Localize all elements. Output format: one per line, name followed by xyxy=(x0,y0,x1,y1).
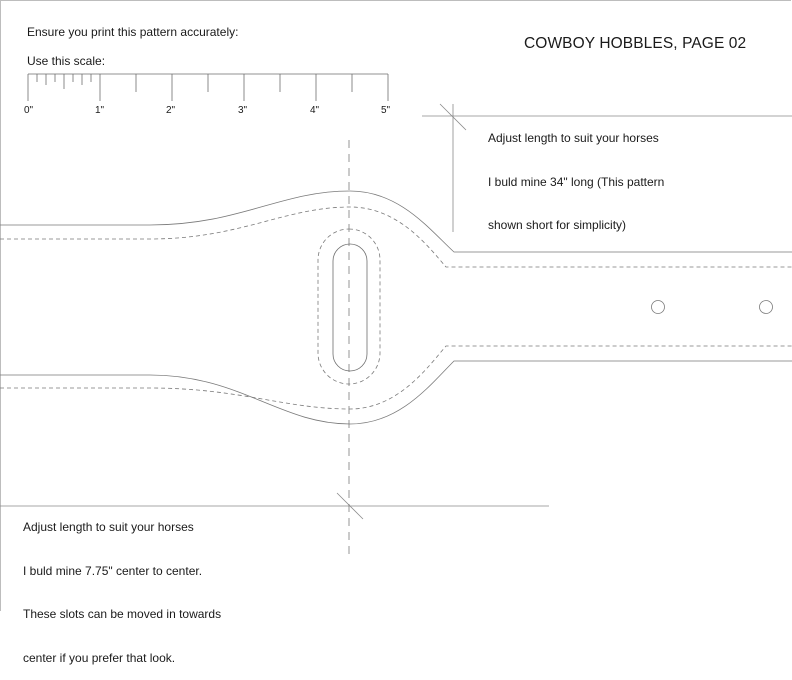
tick-label-3: 3" xyxy=(238,105,248,116)
note-right-line-3: shown short for simplicity) xyxy=(488,218,627,232)
note-left-line-3: These slots can be moved in towards xyxy=(23,607,222,621)
note-left xyxy=(23,491,221,680)
stitch-bottom xyxy=(0,346,792,409)
tick-label-4: 4" xyxy=(310,105,320,116)
buckle-hole-2 xyxy=(760,301,773,314)
ruler-labels xyxy=(24,105,391,116)
tick-label-1: 1" xyxy=(95,105,105,116)
note-left-line-1: Adjust length to suit your horses xyxy=(23,520,194,534)
stitch-top xyxy=(0,207,792,267)
strap-top-edge xyxy=(0,191,792,252)
buckle-hole-1 xyxy=(652,301,665,314)
tick-label-2: 2" xyxy=(166,105,176,116)
stitch-lines xyxy=(0,207,792,409)
note-left-line-2: I buld mine 7.75" center to center. xyxy=(23,563,203,578)
scale-label: Use this scale: xyxy=(27,54,106,68)
note-right-line-2: I buld mine 34" long (This pattern xyxy=(488,174,665,189)
slot-cutout xyxy=(333,244,367,371)
note-right-line-1: Adjust length to suit your horses xyxy=(488,131,659,145)
note-right xyxy=(488,102,664,247)
tick-label-0: 0" xyxy=(24,105,34,116)
strap-outline xyxy=(0,191,792,424)
strap-bottom-edge xyxy=(0,361,792,424)
print-instruction: Ensure you print this pattern accurately: xyxy=(27,25,239,39)
note-left-line-4: center if you prefer that look. xyxy=(23,650,176,665)
scale-ruler xyxy=(28,74,388,101)
tick-label-5: 5" xyxy=(381,105,391,116)
page-title: COWBOY HOBBLES, PAGE 02 xyxy=(524,35,747,52)
